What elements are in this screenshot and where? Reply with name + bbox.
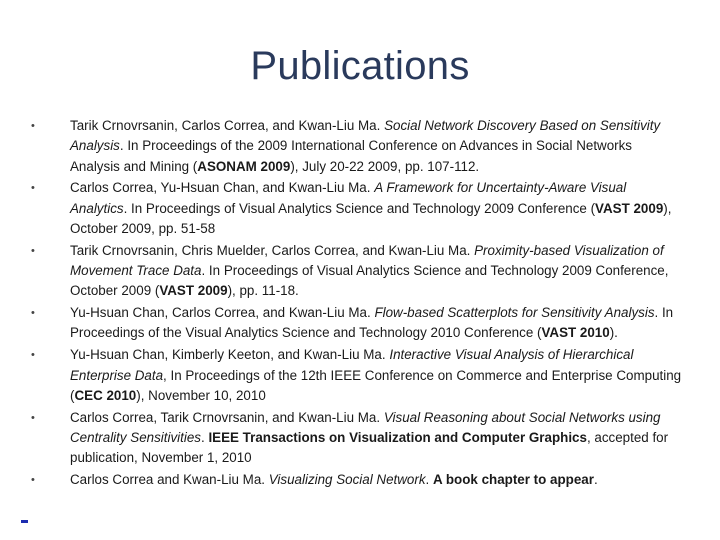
pub-details-end: , accepted for publication, November 1, 2010 [70, 429, 669, 466]
pub-title: Proximity-based Visualization of Movement Trace Data [70, 242, 664, 279]
pub-venue: CEC 2010 [74, 387, 137, 403]
bullet-icon: • [31, 182, 35, 195]
pub-details: . In Proceedings of Visual Analytics Science and Technology 2009 Conference, October 2009 ( [70, 263, 669, 299]
bullet-icon: • [31, 120, 35, 132]
pub-venue: VAST 2009 [595, 200, 664, 216]
pub-details-end: ). [609, 325, 618, 341]
bullet-icon: • [31, 474, 35, 487]
pub-title: Visual Reasoning about Social Networks using Centrality Sensitivities [70, 409, 661, 445]
page-title: Publications [250, 44, 470, 88]
pub-details-end: . [593, 472, 598, 488]
pub-title: A Framework for Uncertainty-Aware Visual Analytics [70, 180, 627, 216]
bullet-icon: • [31, 411, 35, 424]
pub-details: . [425, 472, 433, 488]
pub-title: Social Network Discovery Based on Sensitivity Analysis [70, 118, 661, 154]
pub-title: Flow-based Scatterplots for Sensitivity Analysis [374, 305, 655, 321]
pub-details: . [200, 429, 209, 445]
list-item [0, 178, 720, 239]
pub-authors: Tarik Crnovrsanin, Chris Muelder, Carlos Correa, and Kwan-Liu Ma. [70, 242, 471, 258]
list-item [0, 470, 720, 490]
list-item [0, 345, 720, 406]
pub-authors: Tarik Crnovrsanin, Carlos Correa, and Kwan-Liu Ma. [70, 118, 381, 133]
bullet-icon: • [31, 307, 35, 320]
pub-details: . In Proceedings of the Visual Analytics Science and Technology 2010 Conference ( [70, 305, 674, 341]
pub-details: . In Proceedings of the 2009 International Conference on Advances in Social Networks Analysis and Mining ( [70, 138, 633, 174]
list-item [0, 241, 720, 302]
bullet-icon: • [31, 244, 35, 257]
pub-venue: VAST 2010 [541, 325, 610, 341]
pub-authors: Carlos Correa and Kwan-Liu Ma. [70, 472, 265, 488]
pub-authors: Yu-Hsuan Chan, Carlos Correa, and Kwan-Liu Ma. [70, 305, 371, 321]
publication-list [0, 116, 720, 492]
pub-venue: VAST 2009 [159, 283, 228, 299]
pub-details: , In Proceedings of the 12th IEEE Conference on Commerce and Enterprise Computing ( [70, 367, 682, 403]
bullet-icon: • [31, 349, 35, 362]
pub-details-end: ), July 20-22 2009, pp. 107-112. [290, 158, 480, 174]
pub-venue: ASONAM 2009 [197, 158, 291, 174]
pub-details: . In Proceedings of Visual Analytics Science and Technology 2009 Conference ( [123, 200, 596, 216]
list-item [0, 408, 720, 469]
pub-venue: A book chapter to appear [432, 472, 594, 488]
pub-details-end: ), pp. 11-18. [227, 283, 299, 299]
list-item [0, 116, 720, 177]
pub-details-end: ), October 2009, pp. 51-58 [70, 200, 672, 236]
pub-details-end: ), November 10, 2010 [136, 387, 266, 403]
pub-authors: Carlos Correa, Tarik Crnovrsanin, and Kwan-Liu Ma. [70, 409, 381, 425]
pub-authors: Carlos Correa, Yu-Hsuan Chan, and Kwan-Liu Ma. [70, 180, 371, 196]
pub-title: Visualizing Social Network [268, 472, 426, 488]
pub-authors: Yu-Hsuan Chan, Kimberly Keeton, and Kwan-Liu Ma. [70, 347, 386, 363]
list-item [0, 303, 720, 344]
pub-title: Interactive Visual Analysis of Hierarchical Enterprise Data [70, 347, 634, 383]
pub-venue: IEEE Transactions on Visualization and Computer Graphics [208, 429, 587, 445]
corner-marker [21, 520, 28, 523]
